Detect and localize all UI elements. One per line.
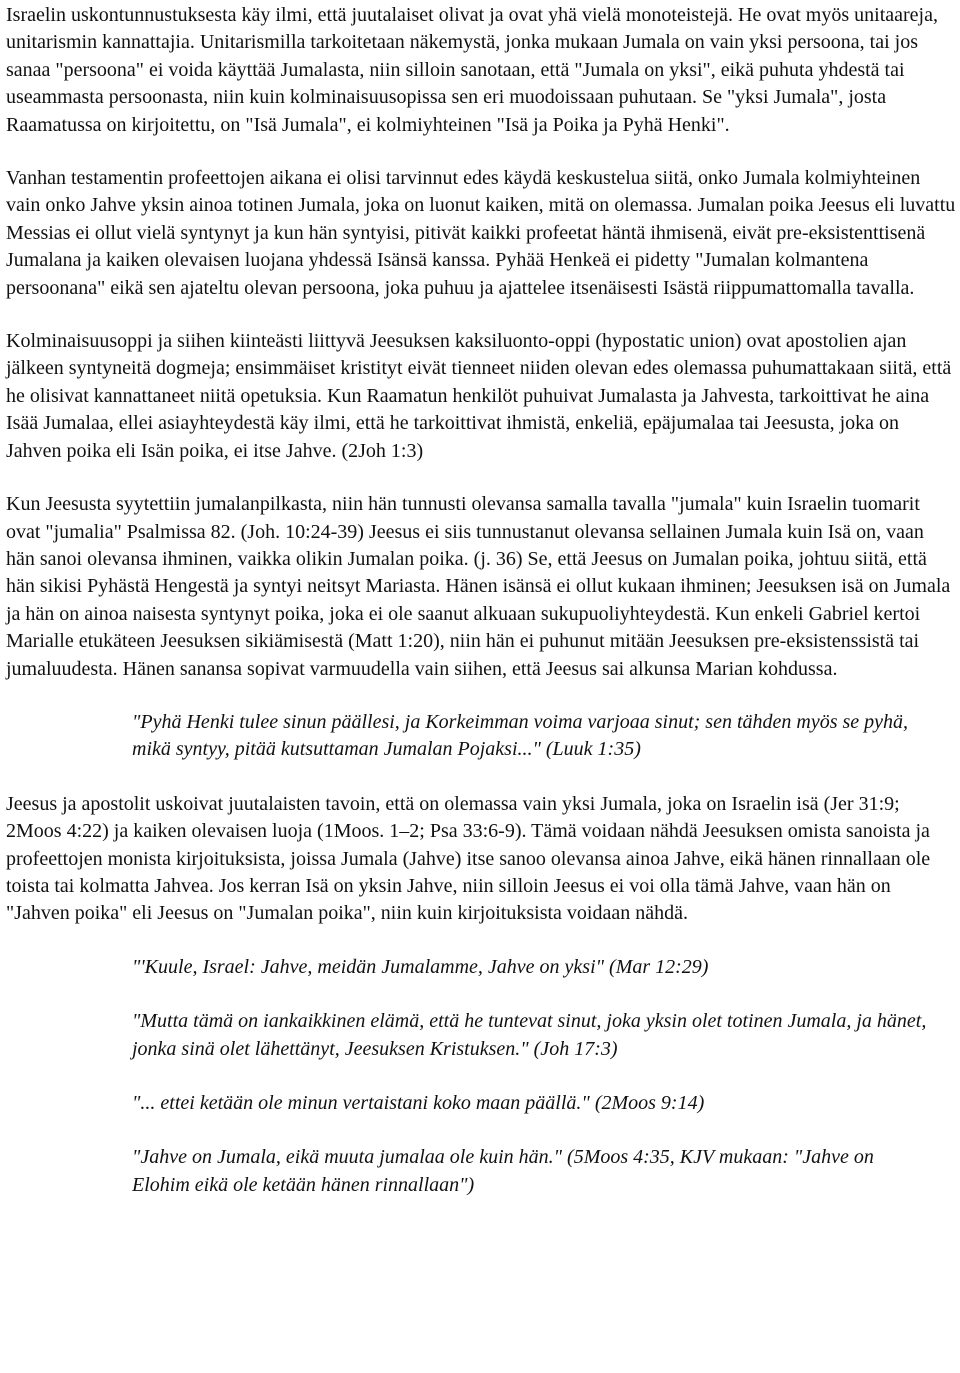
paragraph-old-testament-prophets: Vanhan testamentin profeettojen aikana ei olisi tarvinnut edes käydä keskustelua siitä, onko Jumala kolmiyhteinen vain onko Jahve yksin ainoa totinen Jumala, joka on luonut kaiken, mitä on olemassa. Jumalan poika Jeesus eli luvattu Messias ei ollut vielä syntynyt ja kun hän syntyisi, pitivät kaikki profeetat häntä ihmisenä, eivät pre-eksistenttisenä Jumalana ja kaiken olevaisen luojana yhdessä Isänsä kanssa. Pyhää Henkeä ei pidetty "Jumalan kolmantena persoonana" eikä sen ajateltu olevan persoona, joka puhuu ja ajattelee itsenäisesti Isästä riippumattomalla tavalla. [6,167,956,299]
paragraph-trinity-doctrine: Kolminaisuusoppi ja siihen kiinteästi liittyvä Jeesuksen kaksiluonto-oppi (hypostatic union) ovat apostolien ajan jälkeen syntyneitä dogmeja; ensimmäiset kristityt eivät tienneet niiden olevan edes olemassa puhumattakaan siitä, että he olisivat kannattaneet niitä opetuksia. Kun Raamatun henkilöt puhuivat Jumalasta ja Jahvesta, tarkoittivat he aina Isää Jumalaa, ellei asiayhteydestä käy ilmi, että he tarkoittivat ihmistä, enkeliä, epäjumalaa tai Jeesusta, joka on Jahven poika eli Isän poika, ei itse Jahve. (2Joh 1:3) [6,330,952,462]
quote-mark-12-29: "'Kuule, Israel: Jahve, meidän Jumalamme, Jahve on yksi" (Mar 12:29) [132,955,709,978]
quote-luke-1-35: "Pyhä Henki tulee sinun päällesi, ja Korkeimman voima varjoaa sinut; sen tähden myös se pyhä, mikä syntyy, pitää kutsuttaman Jumalan Pojaksi..." (Luuk 1:35) [132,710,909,761]
paragraph-jesus-apostles-belief: Jeesus ja apostolit uskoivat juutalaisten tavoin, että on olemassa vain yksi Jumala, joka on Israelin isä (Jer 31:9; 2Moos 4:22) ja kaiken olevaisen luoja (1Moos. 1–2; Psa 33:6-9). Tämä voidaan nähdä Jeesuksen omista sanoista ja profeettojen monista kirjoituksista, joissa Jumala (Jahve) itse sanoo olevansa ainoa Jahve, eikä hänen rinnallaan ole toista tai kolmatta Jahvea. Jos kerran Isä on yksin Jahve, niin silloin Jeesus ei voi olla tämä Jahve, vaan hän on "Jahven poika" eli Jeesus on "Jumalan poika", niin kuin kirjoituksista voidaan nähdä. [6,792,931,925]
paragraph-jesus-blasphemy: Kun Jeesusta syytettiin jumalanpilkasta, niin hän tunnusti olevansa samalla tavalla "jumala" kuin Israelin tuomarit ovat "jumalia" Psalmissa 82. (Joh. 10:24-39) Jeesus ei siis tunnustanut olevansa sellainen Jumala kuin Isä on, vaan hän sanoi olevansa ihminen, vaikka olikin Jumalan poika. (j. 36) Se, että Jeesus on Jumalan poika, johtuu siitä, että hän sikisi Pyhästä Hengestä ja syntyi neitsyt Mariasta. Hänen isänsä ei ollut kukaan ihminen; Jeesuksen isä on Jumala ja hän on ainoa naisesta syntynyt poika, joka ei ole saanut alkuaan sukupuoliyhteydestä. Kun enkeli Gabriel kertoi Marialle etukäteen Jeesuksen sikiämisestä (Matt 1:20), niin hän ei puhunut mitään Jeesuksen pre-eksistenssistä tai jumaluudesta. Hänen sanansa sopivat varmuudella vain siihen, että Jeesus sai alkunsa Marian kohdussa. [6,493,951,680]
paragraph-israel-confession: Israelin uskontunnustuksesta käy ilmi, että juutalaiset olivat ja ovat yhä vielä monoteistejä. He ovat myös unitaareja, unitarismin kannattajia. Unitarismilla tarkoitetaan näkemystä, jonka mukaan Jumala on vain yksi persoona, tai jos sanaa "persoona" ei voida käyttää Jumalasta, niin silloin sanotaan, että "Jumala on yksi", eikä puhuta yhdestä tai useammasta persoonasta, niin kuin kolminaisuusopissa sen eri muodoissaan puhutaan. Se "yksi Jumala", josta Raamatussa on kirjoitettu, on "Isä Jumala", ei kolmiyhteinen "Isä ja Poika ja Pyhä Henki". [6,4,938,136]
quote-deut-4-35: "Jahve on Jumala, eikä muuta jumalaa ole kuin hän." (5Moos 4:35, KJV mukaan: "Jahve on Elohim eikä ole ketään hänen rinnallaan") [132,1146,874,1196]
quote-exodus-9-14: "... ettei ketään ole minun vertaistani koko maan päällä." (2Moos 9:14) [132,1092,705,1114]
quote-john-17-3: "Mutta tämä on iankaikkinen elämä, että he tuntevat sinut, joka yksin olet totinen Jumala, ja hänet, jonka sinä olet lähettänyt, Jeesuksen Kristuksen." (Joh 17:3) [132,1010,927,1060]
